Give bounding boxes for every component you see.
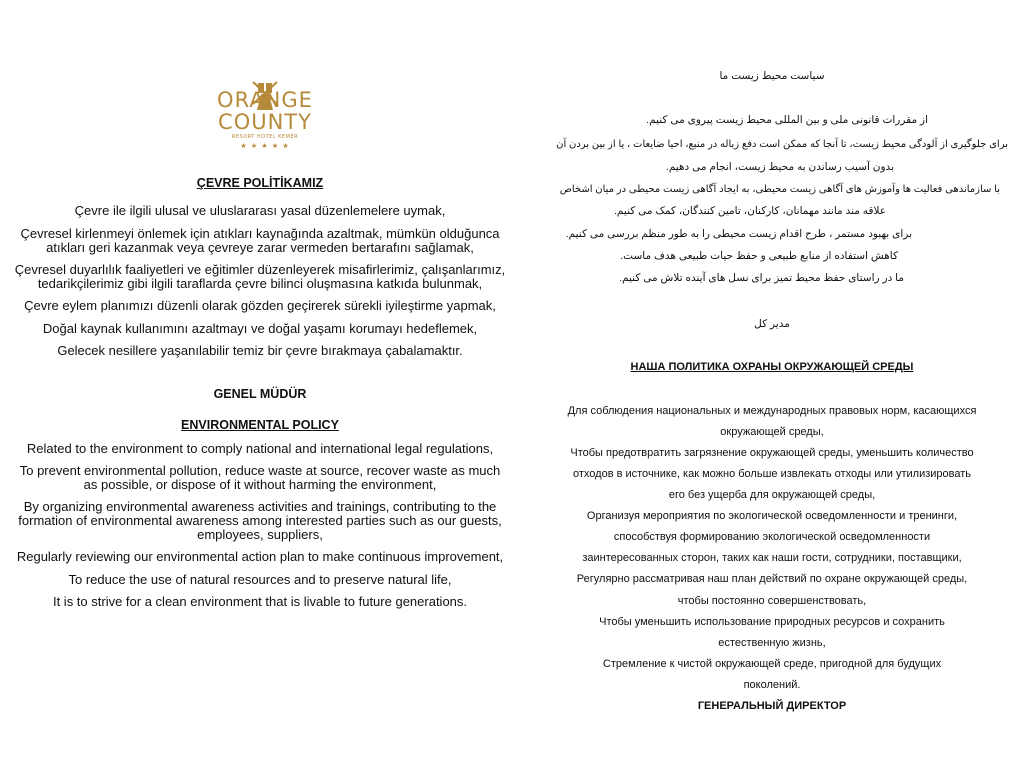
english-item-6: employees, suppliers, (197, 527, 323, 542)
english-heading: ENVIRONMENTAL POLICY (181, 418, 339, 432)
persian-item-1: از مقررات قانونی ملی و بین المللی محیط زیست پیروی می کنیم. (646, 114, 928, 126)
russian-item-11: Чтобы уменьшить использование природных ресурсов и сохранить (599, 616, 945, 628)
russian-signature: ГЕНЕРАЛЬНЫЙ ДИРЕКТОР (697, 700, 847, 712)
russian-item-7: способствуя формированию экологической осведомленности (613, 531, 931, 543)
russian-item-5: его без ущерба для окружающей среды, (668, 489, 876, 501)
turkish-item-3: atıkları geri kazanmak veya çevreye zarar vermeden bertarafını sağlamak, (46, 240, 474, 255)
english-item-3: as possible, or dispose of it without harming the environment, (83, 477, 437, 492)
russian-item-12: естественную жизнь, (718, 637, 826, 649)
turkish-item-5: tedarikçilerimiz gibi ilgili taraflarda çevre bilinci oluşmasına katkıda bulunmak, (37, 276, 483, 291)
turkish-item-4: Çevresel duyarlılık faaliyetleri ve eğitimler düzenleyerek misafirlerimiz, çalışanlarımız, (14, 262, 506, 277)
turkish-item-6: Çevre eylem planımızı düzenli olarak gözden geçirerek sürekli iyileştirme yapmak, (24, 298, 496, 313)
turkish-item-8: Gelecek nesillere yaşanılabilir temiz bir çevre bırakmaya çabalamaktır. (57, 343, 463, 358)
russian-item-3: Чтобы предотвратить загрязнение окружающей среды, уменьшить количество (570, 447, 974, 459)
persian-item-4: با سازماندهی فعالیت ها وآموزش های آگاهی زیست محیطی، به ایجاد آگاهی زیست محیطی در میان اشخاص (559, 184, 1000, 195)
persian-item-7: کاهش استفاده از منابع طبیعی و حفظ حیات طبیعی هدف ماست. (620, 250, 898, 262)
logo-line-2: COUNTY (218, 110, 312, 134)
russian-item-13: Стремление к чистой окружающей среде, пригодной для будущих (602, 658, 942, 670)
persian-item-2: برای جلوگیری از آلودگی محیط زیست، تا آنجا که ممکن است دفع زباله در منبع، احیا ضایعات ، یا از بین بردن آن (556, 139, 1008, 150)
russian-item-14: поколений. (743, 679, 801, 691)
russian-item-1: Для соблюдения национальных и международных правовых норм, касающихся (567, 405, 977, 417)
russian-item-2: окружающей среды, (720, 426, 824, 438)
turkish-heading: ÇEVRE POLİTİKAMIZ (196, 176, 324, 190)
persian-signature: مدیر کل (754, 318, 790, 330)
persian-item-8: ما در راستای حفظ محیط تمیز برای نسل های آینده تلاش می کنیم. (619, 272, 904, 284)
turkish-item-7: Doğal kaynak kullanımını azaltmayı ve doğal yaşamı korumayı hedeflemek, (42, 321, 478, 336)
persian-heading: سیاست محیط زیست ما (719, 70, 825, 82)
persian-item-6: برای بهبود مستمر ، طرح اقدام زیست محیطی را به طور منظم بررسی می کنیم. (565, 228, 912, 240)
russian-item-6: Организуя мероприятия по экологической осведомленности и тренинги, (586, 510, 958, 522)
english-item-4: By organizing environmental awareness activities and trainings, contributing to the (23, 499, 497, 514)
turkish-signature: GENEL MÜDÜR (213, 387, 307, 401)
english-item-9: It is to strive for a clean environment that is livable to future generations. (52, 594, 468, 609)
russian-item-8: заинтересованных сторон, таких как наши гости, сотрудники, поставщики, (582, 552, 962, 564)
logo-line-1: ORANGE (217, 88, 313, 112)
logo-stars: ★ ★ ★ ★ ★ (240, 142, 290, 150)
russian-item-10: чтобы постоянно совершенствовать, (677, 595, 867, 607)
english-item-8: To reduce the use of natural resources and to preserve natural life, (68, 572, 452, 587)
russian-item-9: Регулярно рассматривая наш план действий по охране окружающей среды, (576, 573, 968, 585)
russian-item-4: отходов в источнике, как можно больше извлекать отходы или утилизировать (573, 468, 971, 480)
turkish-item-1: Çevre ile ilgili ulusal ve uluslararası yasal düzenlemelere uymak, (74, 203, 446, 218)
english-item-7: Regularly reviewing our environmental action plan to make continuous improvement, (16, 549, 504, 564)
logo-tagline: RESORT HOTEL KEMER (231, 134, 299, 140)
english-item-2: To prevent environmental pollution, reduce waste at source, recover waste as much (19, 463, 501, 478)
english-item-1: Related to the environment to comply national and international legal regulations, (26, 441, 494, 456)
english-item-5: formation of environmental awareness among interested parties such as our guests, (18, 513, 502, 528)
russian-heading: НАША ПОЛИТИКА ОХРАНЫ ОКРУЖАЮЩЕЙ СРЕДЫ (630, 361, 914, 373)
hotel-logo (205, 76, 325, 156)
turkish-item-2: Çevresel kirlenmeyi önlemek için atıkları kaynağında azaltmak, mümkün olduğunca (20, 226, 500, 241)
persian-item-5: علاقه مند مانند مهمانان، کارکنان، تامین کنندگان، کمک می کنیم. (614, 205, 886, 217)
persian-item-3: بدون آسیب رساندن به محیط زیست، انجام می دهیم. (665, 161, 894, 173)
